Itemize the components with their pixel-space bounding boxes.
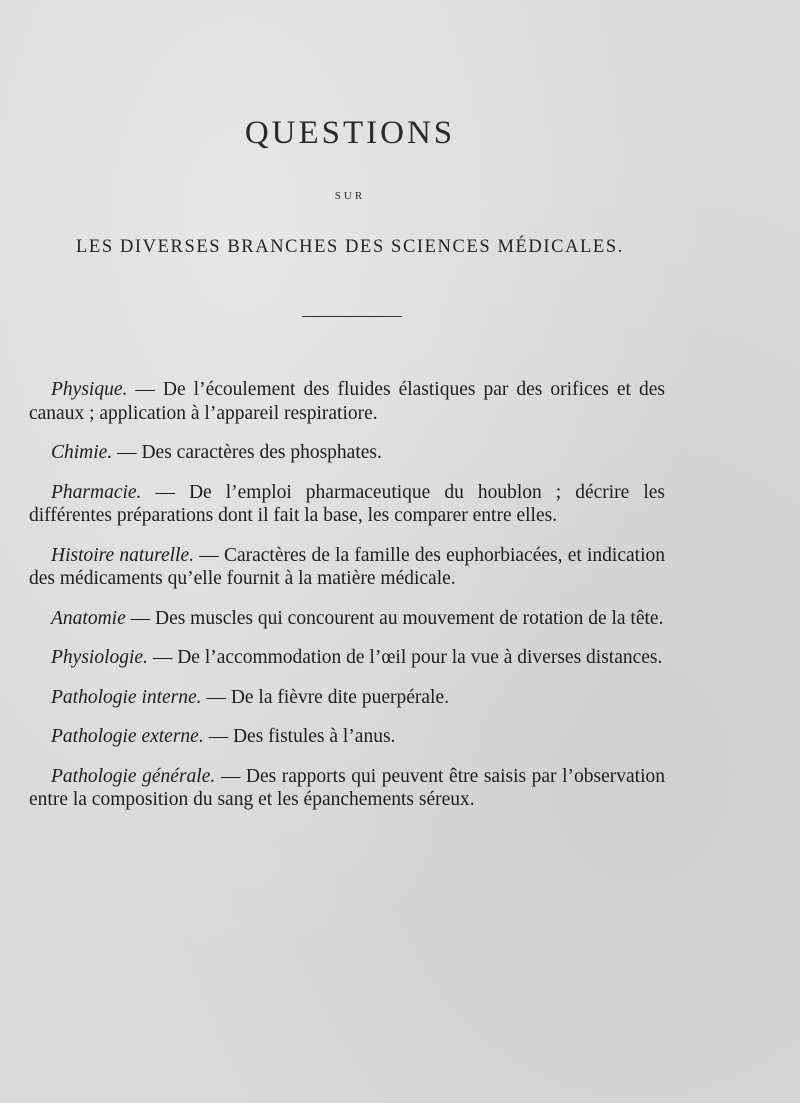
- question-subject: Physique.: [51, 379, 128, 400]
- title-connector: SUR: [334, 190, 366, 202]
- question-text: — Des muscles qui concourent au mouvement de rotation de la tête.: [125, 607, 664, 629]
- question-physique: [29, 378, 665, 425]
- question-histoire-naturelle: [29, 544, 665, 591]
- question-subject: Pathologie générale.: [51, 765, 216, 787]
- questions-list: [29, 378, 665, 812]
- question-pathologie-interne: [29, 686, 665, 710]
- question-subject: Chimie.: [51, 442, 113, 463]
- question-subject: Pathologie interne.: [51, 686, 202, 708]
- page-subtitle: LES DIVERSES BRANCHES DES SCIENCES MÉDICALES.: [76, 237, 624, 257]
- question-subject: Anatomie: [51, 607, 126, 629]
- question-text: — Des rapports qui peuvent être saisis par l’observation entre la composition du sang et les épanchements séreux.: [29, 765, 666, 810]
- question-text: — Caractères de la famille des euphorbiacées, et indication des médicaments qu’elle fournit à la matière médicale.: [29, 544, 665, 589]
- question-subject: Pharmacie.: [51, 481, 142, 503]
- question-pathologie-externe: [29, 725, 665, 749]
- question-physiologie: [29, 646, 665, 670]
- question-text: — De la fièvre dite puerpérale.: [201, 686, 449, 708]
- question-text: — Des fistules à l’anus.: [203, 726, 396, 747]
- page-title: QUESTIONS: [244, 115, 456, 151]
- question-text: — De l’écoulement des fluides élastiques par des orifices et des canaux ; application à l’appareil respiratiore.: [29, 379, 665, 424]
- question-anatomie: [29, 607, 665, 631]
- question-subject: Pathologie externe.: [51, 726, 204, 747]
- question-text: — De l’emploi pharmaceutique du houblon ; décrire les différentes préparations dont il fait la base, les comparer entre elles.: [29, 481, 665, 526]
- separator-rule: [302, 316, 402, 317]
- question-pharmacie: [29, 481, 665, 528]
- question-text: — Des caractères des phosphates.: [112, 442, 382, 463]
- question-pathologie-generale: [29, 765, 665, 812]
- question-chimie: [29, 441, 665, 465]
- question-subject: Physiologie.: [51, 647, 148, 668]
- question-text: — De l’accommodation de l’œil pour la vue à diverses distances.: [147, 647, 663, 668]
- question-subject: Histoire naturelle.: [51, 544, 194, 566]
